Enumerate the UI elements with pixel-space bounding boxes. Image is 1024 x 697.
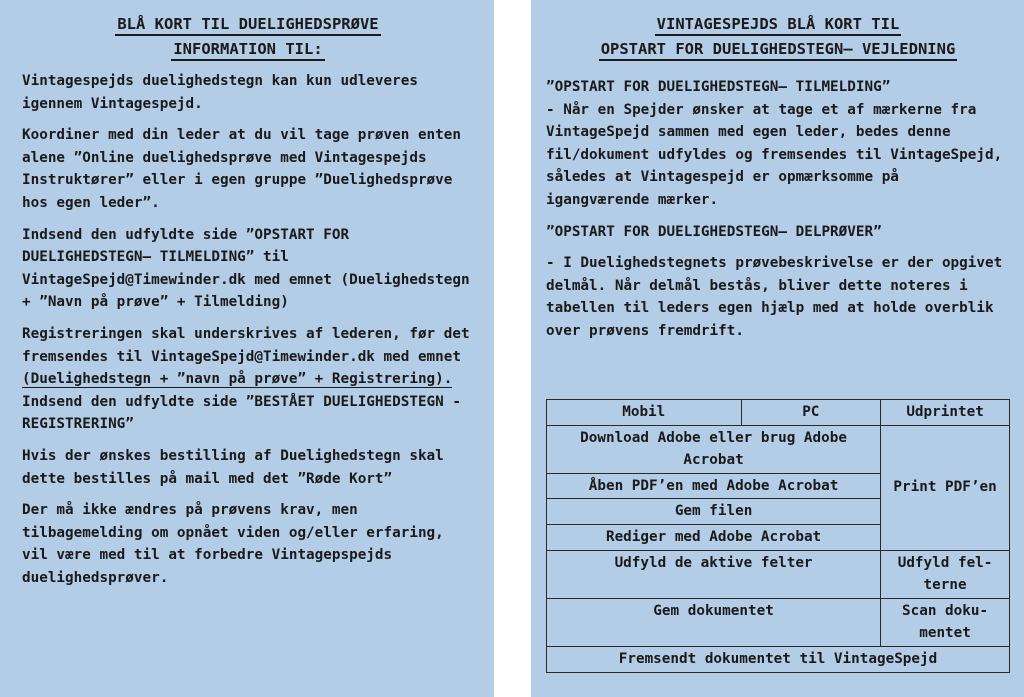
- left-p4-text-a: Registreringen skal underskrives af lederen, før det fremsendes til VintageSpejd@Timewinder.dk med emnet: [22, 325, 470, 365]
- left-paragraph-5: Hvis der ønskes bestilling af Duelighedstegn skal dette bestilles på mail med det ”Røde Kort”: [22, 447, 444, 487]
- right-paragraph-3: - I Duelighedstegnets prøvebeskrivelse er der opgivet delmål. Når delmål bestås, bliver dette noteres i tabellen til leders egen hjælp med at holde overblik over prøvens fremdrift.: [546, 255, 1003, 339]
- right-guide-card: [531, 0, 1024, 697]
- left-paragraph-1: Vintagespejds duelighedstegn kan kun udleveres igennem Vintagespejd.: [22, 73, 418, 112]
- right-p1-body: - Når en Spejder ønsker at tage et af mærkerne fra VintageSpejd sammen med egen leder, bedes denne fil/dokument udfyldes og fremsendes til VintageSpejd, således at Vintagespejd er opmærksomme på igangværende mærker.: [546, 101, 1003, 208]
- step-edit-acrobat: Rediger med Adobe Acrobat: [547, 524, 881, 550]
- left-paragraph-6: Der må ikke ændres på prøvens krav, men tilbagemelding om opnået viden og/eller erfaring, vil være med til at forbedre Vintagepspejds duelighedsprøver.: [22, 502, 444, 586]
- right-card-title: [546, 12, 1010, 62]
- left-p4-text-b: Indsend den udfyldte side ”BESTÅET DUELIGHEDSTEGN - REGISTRERING”: [22, 393, 461, 433]
- right-paragraph-1: [546, 76, 1010, 212]
- table-row: [547, 646, 1010, 672]
- left-title-line-2: INFORMATION TIL:: [171, 39, 324, 61]
- step-fill-fields: Udfyld de aktive felter: [547, 550, 881, 598]
- step-save-file: Gem filen: [547, 499, 881, 525]
- table-row: [547, 425, 1010, 473]
- left-paragraph-4: [22, 323, 474, 436]
- header-pc: PC: [741, 400, 881, 426]
- right-paragraph-2-heading: ”OPSTART FOR DUELIGHEDSTEGN– DELPRØVER”: [546, 223, 882, 240]
- right-p1-heading: ”OPSTART FOR DUELIGHEDSTEGN– TILMELDING”: [546, 79, 891, 95]
- step-fill-fields-print: Udfyld fel-terne: [881, 550, 1010, 598]
- header-mobil: Mobil: [547, 400, 742, 426]
- table-row: [547, 550, 1010, 598]
- right-title-line-2: OPSTART FOR DUELIGHEDSTEGN– VEJLEDNING: [599, 39, 958, 61]
- left-p4-underlined-subject: (Duelighedstegn + ”navn på prøve” + Registrering).: [22, 371, 453, 388]
- left-paragraph-2: Koordiner med din leder at du vil tage prøven enten alene ”Online duelighedsprøve med Vintagespejds Instruktører” eller i egen gruppe ”Duelighedsprøve hos egen leder”.: [22, 127, 461, 211]
- step-download-adobe: Download Adobe eller brug Adobe Acrobat: [547, 425, 881, 473]
- step-send-document: Fremsendt dokumentet til VintageSpejd: [547, 646, 1010, 672]
- left-title-line-1: BLÅ KORT TIL DUELIGHEDSPRØVE: [115, 14, 380, 36]
- step-open-pdf: Åben PDF’en med Adobe Acrobat: [547, 473, 881, 499]
- workflow-table: [546, 399, 1010, 673]
- left-info-card: [0, 0, 494, 697]
- step-save-document: Gem dokumentet: [547, 598, 881, 646]
- step-print-pdf: Print PDF’en: [881, 425, 1010, 550]
- right-title-line-1: VINTAGESPEJDS BLÅ KORT TIL: [655, 14, 902, 36]
- header-udprintet: Udprintet: [881, 400, 1010, 426]
- table-row: [547, 598, 1010, 646]
- table-header-row: [547, 400, 1010, 426]
- step-scan-document: Scan doku-mentet: [881, 598, 1010, 646]
- left-paragraph-3: Indsend den udfyldte side ”OPSTART FOR DUELIGHEDSTEGN– TILMELDING” til VintageSpejd@Timewinder.dk med emnet (Duelighedstegn + ”Navn på prøve” + Tilmelding): [22, 226, 470, 311]
- left-card-title: [22, 12, 474, 62]
